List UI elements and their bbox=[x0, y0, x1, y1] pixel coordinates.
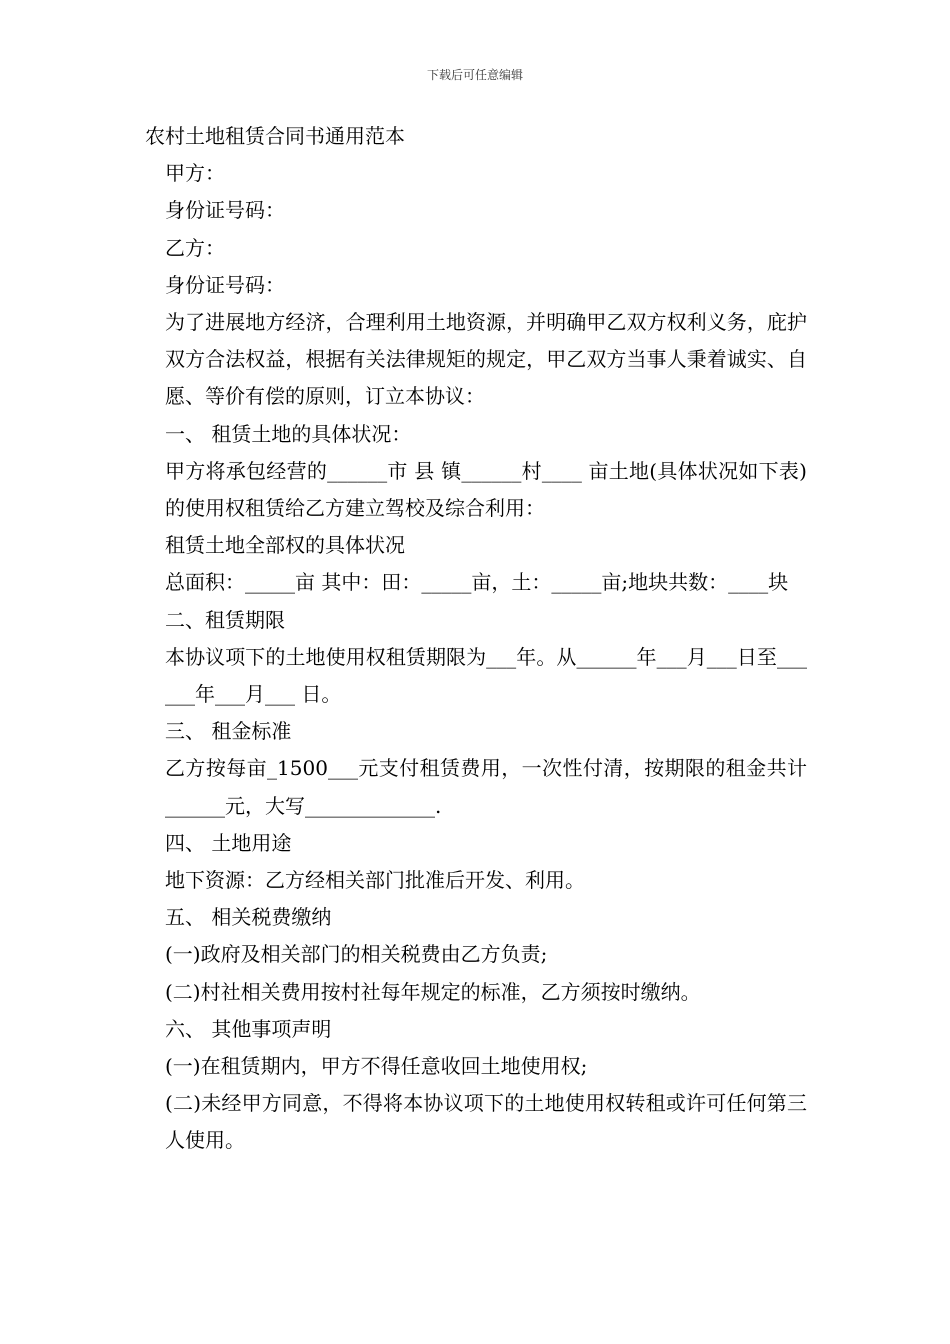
document-title: 农村土地租赁合同书通用范本 bbox=[145, 124, 405, 148]
party-b-id-label: 身份证号码： bbox=[165, 272, 285, 297]
section-5-item-1: (一)政府及相关部门的相关税费由乙方负责; bbox=[165, 942, 548, 967]
section-6-item-2: (二)未经甲方同意，不得将本协议项下的土地使用权转租或许可任何第三人使用。 bbox=[165, 1091, 807, 1153]
section-2-paragraph: 本协议项下的土地使用权租赁期限为___年。从______年___月___日至______年___月___ 日。 bbox=[165, 644, 807, 707]
section-1-heading: 一、 租赁土地的具体状况： bbox=[165, 421, 412, 446]
party-a-label: 甲方： bbox=[165, 161, 225, 186]
section-3-paragraph: 乙方按每亩_1500___元支付租赁费用，一次性付清，按期限的租金共计______元，大写_____________. bbox=[165, 756, 807, 818]
section-3-heading: 三、 租金标准 bbox=[165, 719, 292, 744]
party-a-id-label: 身份证号码： bbox=[165, 198, 285, 223]
section-5-heading: 五、 相关税费缴纳 bbox=[165, 905, 332, 930]
section-6-heading: 六、 其他事项声明 bbox=[165, 1016, 332, 1041]
area-paragraph: 总面积：_____亩 其中：田：_____亩，土：_____亩;地块共数：____块 bbox=[165, 570, 789, 595]
section-5-item-2: (二)村社相关费用按村社每年规定的标准，乙方须按时缴纳。 bbox=[165, 979, 701, 1004]
section-4-heading: 四、 土地用途 bbox=[165, 830, 292, 855]
section-2-heading: 二、租赁期限 bbox=[165, 607, 285, 632]
preamble-paragraph: 为了进展地方经济，合理利用土地资源，并明确甲乙双方权利义务，庇护双方合法权益，根据有关法律规矩的规定，甲乙双方当事人秉着诚实、自愿、等价有偿的原则，订立本协议： bbox=[165, 310, 807, 409]
section-4-paragraph: 地下资源：乙方经相关部门批准后开发、利用。 bbox=[165, 868, 585, 893]
section-1-subheading: 租赁土地全部权的具体状况 bbox=[165, 533, 405, 558]
page-header: 下载后可任意编辑 bbox=[426, 68, 523, 82]
section-1-paragraph: 甲方将承包经营的______市 县 镇______村____ 亩土地(具体状况如下表)的使用权租赁给乙方建立驾校及综合利用： bbox=[165, 458, 807, 521]
section-6-item-1: (一)在租赁期内，甲方不得任意收回土地使用权; bbox=[165, 1054, 588, 1079]
contract-document bbox=[145, 118, 807, 1160]
party-b-label: 乙方： bbox=[165, 235, 225, 260]
